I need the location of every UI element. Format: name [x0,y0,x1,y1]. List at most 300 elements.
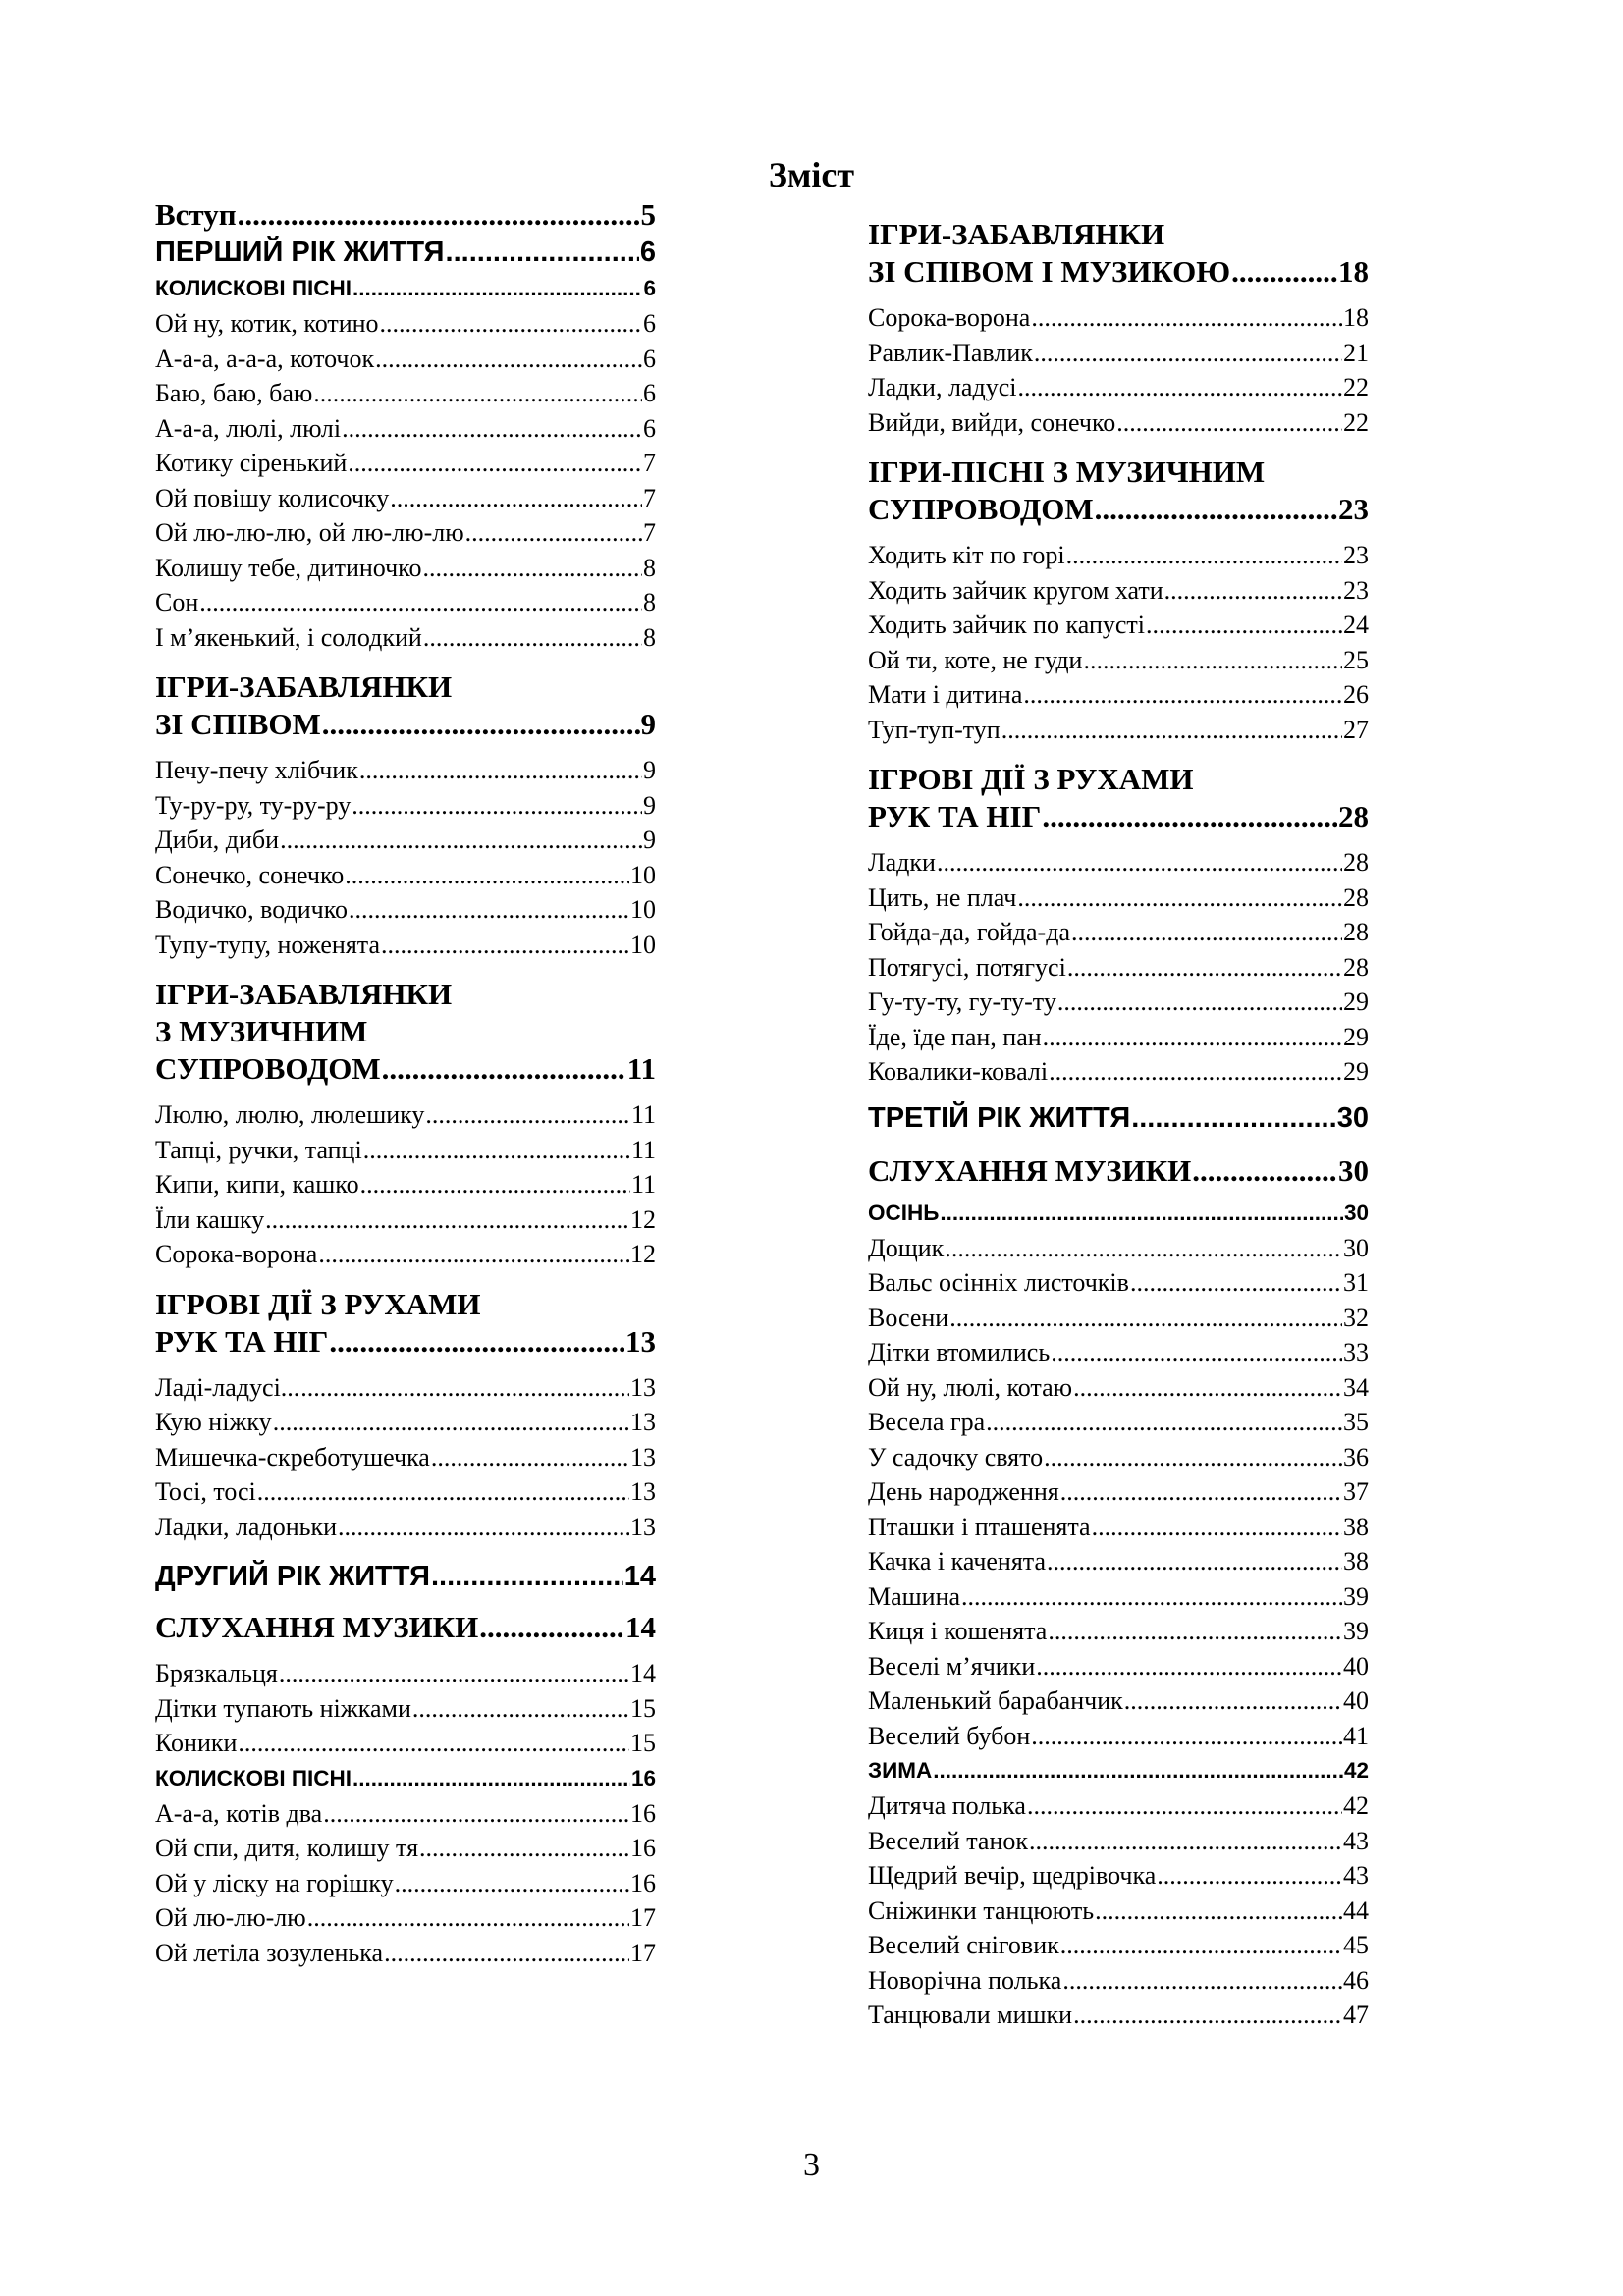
toc-entry-page-number: 26 [1343,680,1369,709]
toc-entry-page-number: 38 [1343,1512,1369,1541]
toc-entry-label: Водичко, водичко [155,895,349,924]
toc-entry[interactable] [155,1405,656,1440]
toc-entry-page-number: 13 [630,1408,656,1436]
toc-entry-page-number: 13 [630,1372,656,1402]
dot-leader [395,1866,629,1901]
dot-leader [384,1936,629,1971]
dot-leader [199,585,642,620]
toc-entry[interactable] [868,1649,1369,1684]
toc-entry[interactable] [155,551,656,586]
toc-left-column [155,196,656,1970]
toc-entry-row [868,1099,1369,1137]
toc-entry-label: ПЕРШИЙ РІК ЖИТТЯ [155,237,445,268]
toc-entry-label: Ой лю-лю-лю, ой лю-лю-лю [155,518,464,547]
toc-entry-row [155,411,656,447]
toc-entry-page-number: 38 [1343,1547,1369,1575]
toc-entry-page-number: 32 [1343,1303,1369,1332]
toc-entry-row [868,1998,1369,2033]
toc-entry-page-number: 29 [1343,988,1369,1016]
toc-entry[interactable] [868,1301,1369,1336]
toc-entry[interactable] [155,1900,656,1936]
toc-entry[interactable] [155,376,656,411]
dot-leader [1060,1928,1342,1963]
toc-entry-label: Ладки, ладусі [868,373,1017,401]
toc-entry-row [155,515,656,551]
toc-entry[interactable] [868,845,1369,881]
toc-entry-label: Веселий танок [868,1826,1028,1855]
toc-entry-page-number: 11 [630,1170,656,1199]
dot-leader [1044,1440,1342,1475]
toc-entry-label: Печу-печу хлібчик [155,756,358,784]
toc-entry-page-number: 6 [643,379,656,407]
toc-entry[interactable] [868,1963,1369,1999]
toc-entry-page-number: 37 [1343,1477,1369,1506]
toc-entry-label: Ходить зайчик по капусті [868,611,1145,639]
toc-entry[interactable] [868,643,1369,678]
toc-entry-label: РУК ТА НІГ [868,799,1042,833]
toc-entry-row [155,1936,656,1971]
toc-entry[interactable] [155,306,656,342]
dot-leader [375,342,642,377]
toc-entry-label: Сорока-ворона [868,303,1031,332]
toc-entry-row [155,1510,656,1545]
toc-entry-page-number: 23 [1338,492,1369,526]
toc-section-heading[interactable] [868,1152,1369,1190]
toc-entry-row [155,928,656,963]
toc-entry[interactable] [868,1928,1369,1963]
toc-entry-page-number: 27 [1343,715,1369,744]
dot-leader [431,1440,629,1475]
toc-entry-page-number: 30 [1343,1233,1369,1262]
toc-entry[interactable] [155,585,656,620]
toc-entry-page-number: 24 [1343,611,1369,639]
toc-heading-line: ІГРИ-ЗАБАВЛЯНКИ [868,217,1165,251]
toc-entry-label: Новорічна полька [868,1965,1062,1995]
toc-entry-label: А-а-а, а-а-а, коточок [155,344,375,373]
toc-entry-label: Весела гра [868,1408,986,1436]
toc-entry-page-number: 28 [1343,952,1369,982]
toc-heading-line: ІГРИ-ЗАБАВЛЯНКИ [155,977,453,1011]
toc-entry[interactable] [155,342,656,377]
toc-entry-page-number: 30 [1338,1152,1369,1188]
toc-entry[interactable] [868,1510,1369,1545]
toc-entry-row [155,823,656,858]
toc-entry[interactable] [155,1866,656,1901]
toc-entry-page-number: 14 [623,1561,656,1592]
dot-leader [1192,1152,1337,1190]
toc-entry-page-number: 41 [1343,1721,1369,1750]
toc-entry[interactable] [868,1370,1369,1406]
toc-entry-label: Їде, їде пан, пан [868,1022,1042,1051]
toc-entry[interactable] [155,1936,656,1971]
toc-entry-label: Гойда-да, гойда-да [868,918,1070,946]
toc-entry-page-number: 44 [1343,1896,1369,1925]
toc-entry-page-number: 23 [1343,575,1369,605]
toc-entry-row [868,1894,1369,1929]
toc-entry[interactable] [868,1335,1369,1370]
toc-entry[interactable] [155,1237,656,1272]
toc-entry-page-number: 16 [630,1765,656,1790]
toc-section-heading[interactable] [155,234,656,271]
dot-leader [381,928,629,963]
toc-entry[interactable] [868,573,1369,609]
toc-subsection[interactable] [155,1761,656,1796]
toc-entry[interactable] [868,713,1369,748]
toc-entry-page-number: 17 [630,1938,656,1967]
page-title: Зміст [768,155,855,194]
toc-entry[interactable] [155,1370,656,1406]
toc-entry-page-number: 6 [643,344,656,373]
dot-leader [1164,573,1342,609]
toc-entry[interactable] [868,538,1369,573]
dot-leader [1146,608,1342,643]
toc-entry-page-number: 28 [1343,848,1369,877]
toc-entry-page-number: 40 [1343,1686,1369,1715]
toc-entry[interactable] [155,892,656,928]
toc-entry[interactable] [155,928,656,963]
toc-entry-page-number: 29 [1343,1057,1369,1086]
dot-leader [382,1050,626,1088]
toc-entry-row [868,1544,1369,1579]
toc-entry-label: Ковалики-ковалі [868,1057,1049,1086]
toc-entry-page-number: 35 [1343,1408,1369,1436]
toc-entry-row [155,1440,656,1475]
toc-entry-row [868,845,1369,881]
dot-leader [352,1761,630,1796]
dot-leader [1042,798,1337,835]
dot-leader [1051,1335,1342,1370]
toc-entry[interactable] [868,370,1369,405]
dot-leader [1029,1824,1342,1859]
toc-entry[interactable] [868,1440,1369,1475]
toc-entry-page-number: 6 [643,309,656,338]
toc-subsection[interactable] [868,1753,1369,1789]
toc-entry-label: ТРЕТІЙ РІК ЖИТТЯ [868,1101,1131,1134]
toc-entry[interactable] [155,1831,656,1866]
toc-entry-row [155,1370,656,1406]
toc-entry-label: КОЛИСКОВІ ПІСНІ [155,1765,352,1790]
toc-entry-label: Ой ти, коте, не гуди [868,645,1083,674]
dot-leader [1231,253,1337,291]
toc-entry-row [155,481,656,516]
toc-entry[interactable] [868,881,1369,916]
toc-entry-label: Мати і дитина [868,680,1023,709]
toc-entry[interactable] [155,753,656,788]
toc-entry[interactable] [155,788,656,824]
toc-entry[interactable] [868,985,1369,1020]
dot-leader [940,1196,1343,1231]
toc-entry[interactable] [868,1858,1369,1894]
toc-entry-page-number: 15 [630,1693,656,1723]
dot-leader [1036,1649,1342,1684]
toc-entry[interactable] [155,823,656,858]
toc-entry-row [868,1858,1369,1894]
toc-entry-label: Дитяча полька [868,1791,1026,1820]
toc-entry[interactable] [868,1020,1369,1055]
toc-entry-label: Машина [868,1581,961,1611]
toc-entry[interactable] [155,1726,656,1761]
toc-entry-row [868,643,1369,678]
toc-entry-label: Сонечко, сонечко [155,860,345,889]
toc-entry-label: ОСІНЬ [868,1200,940,1225]
toc-entry-label: Киця і кошенята [868,1617,1048,1645]
toc-entry-row [155,1237,656,1272]
toc-entry-label: Качка і каченята [868,1547,1047,1575]
toc-entry-row [155,1866,656,1901]
toc-entry-row [155,551,656,586]
toc-entry[interactable] [155,1796,656,1832]
toc-entry-page-number: 21 [1343,338,1369,367]
toc-entry-label: Маленький барабанчик [868,1686,1123,1715]
toc-entry-row [155,1656,656,1691]
toc-entry[interactable] [155,1097,656,1133]
toc-entry-label: ДРУГИЙ РІК ЖИТТЯ [155,1561,430,1592]
toc-entry[interactable] [155,446,656,481]
toc-entry-page-number: 13 [625,1323,656,1359]
toc-entry-row [868,405,1369,441]
toc-entry[interactable] [155,1440,656,1475]
toc-entry-row [868,1020,1369,1055]
toc-entry-row [868,881,1369,916]
toc-entry[interactable] [155,620,656,656]
toc-entry-page-number: 13 [630,1512,656,1541]
toc-entry-label: Ой ну, люлі, котаю [868,1372,1073,1402]
toc-entry[interactable] [868,1405,1369,1440]
toc-entry[interactable] [868,1824,1369,1859]
dot-leader [937,845,1342,881]
toc-entry-label: Цить, не плач [868,882,1017,912]
dot-leader [423,551,643,586]
dot-leader [1083,643,1342,678]
toc-entry[interactable] [868,677,1369,713]
toc-entry-row [868,1510,1369,1545]
toc-heading-line: ІГРОВІ ДІЇ З РУХАМИ [155,1286,481,1321]
toc-entry-row [868,1789,1369,1824]
toc-section-heading[interactable] [155,1609,656,1646]
toc-entry-label: Ой летіла зозуленька [155,1938,384,1967]
toc-entry-page-number: 25 [1343,645,1369,674]
toc-section-heading[interactable] [155,196,656,234]
dot-leader [1073,1998,1342,2033]
toc-entry-label: Ой повішу колисочку [155,483,390,512]
dot-leader [390,481,642,516]
toc-entry-label: Ладі-ладусі... [155,1372,300,1402]
toc-entry-label: Сніжинки танцюють [868,1896,1095,1925]
toc-entry-label: Мишечка-скреботушечка [155,1442,430,1471]
toc-entry-page-number: 28 [1343,882,1369,912]
toc-entry[interactable] [868,950,1369,986]
toc-entry[interactable] [868,1544,1369,1579]
toc-entry[interactable] [868,1474,1369,1510]
dot-leader [1027,1789,1342,1824]
toc-entry[interactable] [155,1133,656,1168]
toc-entry-label: КОЛИСКОВІ ПІСНІ [155,276,352,300]
dot-leader [425,1097,630,1133]
toc-entry-label: Брязкальця [155,1659,278,1687]
toc-entry-label: Гу-ту-ту, гу-ту-ту [868,988,1056,1016]
toc-entry[interactable] [868,915,1369,950]
toc-section-heading[interactable] [155,976,656,1088]
dot-leader [949,1301,1342,1336]
toc-entry-page-number: 14 [630,1659,656,1687]
toc-entry-label: Ладки, ладоньки [155,1512,338,1541]
toc-entry[interactable] [155,481,656,516]
toc-entry-row [868,985,1369,1020]
toc-entry[interactable] [155,1167,656,1202]
dot-leader [1092,1510,1342,1545]
toc-entry-row [155,1558,656,1595]
toc-entry-row [868,1231,1369,1266]
toc-entry-label: Щедрий вечір, щедрівочка [868,1861,1157,1890]
toc-entry[interactable] [868,1614,1369,1649]
toc-entry[interactable] [868,1894,1369,1929]
toc-subsection[interactable] [155,271,656,306]
toc-entry[interactable] [155,1691,656,1727]
toc-entry-label: ЗИМА [868,1758,933,1783]
toc-entry-label: Дощик [868,1233,945,1262]
toc-entry-row [868,1614,1369,1649]
dot-leader [318,1237,629,1272]
dot-leader [1047,1544,1342,1579]
toc-section-heading[interactable] [155,668,656,743]
toc-entry-label: СЛУХАННЯ МУЗИКИ [868,1152,1192,1188]
toc-entry-label: А-а-а, котів два [155,1798,323,1828]
toc-entry[interactable] [868,1683,1369,1719]
toc-entry-row [868,1474,1369,1510]
toc-entry[interactable] [868,1998,1369,2033]
toc-entry-page-number: 36 [1343,1442,1369,1471]
toc-entry-label: СУПРОВОДОМ [868,492,1094,526]
dot-leader [363,1133,630,1168]
toc-entry-label: Вийди, вийди, сонечко [868,407,1116,437]
toc-heading-line: ІГРОВІ ДІЇ З РУХАМИ [868,762,1194,796]
toc-entry[interactable] [155,411,656,447]
dot-leader [1130,1265,1342,1301]
toc-entry-page-number: 28 [1343,918,1369,946]
toc-section-heading[interactable] [868,216,1369,291]
toc-entry-page-number: 40 [1343,1651,1369,1681]
toc-entry-page-number: 7 [643,449,656,477]
toc-entry[interactable] [868,1579,1369,1615]
toc-entry-label: Пташки і пташенята [868,1512,1091,1541]
toc-entry-row [868,573,1369,609]
toc-entry-page-number: 6 [643,413,656,443]
toc-entry-page-number: 23 [1343,541,1369,569]
toc-entry-label: РУК ТА НІГ [155,1323,329,1359]
toc-subsection[interactable] [868,1196,1369,1231]
toc-section-heading[interactable] [868,761,1369,835]
dot-leader [380,306,642,342]
toc-entry-label: І м’якенький, і солодкий [155,622,422,652]
toc-entry[interactable] [155,515,656,551]
dot-leader [1116,405,1342,441]
toc-entry-label: Веселий сніговик [868,1931,1059,1959]
toc-entry-row [868,538,1369,573]
toc-entry[interactable] [868,405,1369,441]
toc-entry-row [155,1050,656,1088]
toc-entry-row [868,1152,1369,1190]
toc-entry-row [868,1301,1369,1336]
dot-leader [1031,300,1342,336]
toc-entry-page-number: 11 [630,1135,656,1164]
toc-entry-page-number: 8 [643,622,656,652]
toc-entry-page-number: 9 [640,707,656,741]
dot-leader [1034,336,1342,371]
toc-entry[interactable] [868,1789,1369,1824]
toc-entry-label: Ой у ліску на горішку [155,1868,394,1897]
toc-heading-line: З МУЗИЧНИМ [155,1014,368,1048]
toc-entry-label: Равлик-Павлик [868,338,1033,367]
toc-entry-label: ЗІ СПІВОМ І МУЗИКОЮ [868,254,1231,289]
toc-heading-line: ІГРИ-ПІСНІ З МУЗИЧНИМ [868,454,1266,489]
toc-entry-label: Ой спи, дитя, колишу тя [155,1834,419,1862]
toc-entry-label: СЛУХАННЯ МУЗИКИ [155,1610,479,1644]
toc-entry-page-number: 6 [639,237,656,268]
toc-entry[interactable] [868,1054,1369,1090]
toc-entry-label: Ой ну, котик, котино [155,309,379,338]
dot-leader [280,823,642,858]
toc-entry-page-number: 18 [1338,254,1369,289]
toc-entry-row [868,1719,1369,1754]
toc-entry-row [868,370,1369,405]
toc-entry[interactable] [155,1510,656,1545]
toc-entry-row [868,1405,1369,1440]
toc-section-heading[interactable] [155,1286,656,1361]
toc-entry-label: Котику сіренький [155,449,348,477]
dot-leader [1071,915,1342,950]
toc-entry-page-number: 30 [1343,1200,1369,1225]
toc-entry-label: Танцювали мишки [868,2001,1073,2029]
toc-entry[interactable] [868,1231,1369,1266]
toc-entry[interactable] [868,1265,1369,1301]
toc-entry[interactable] [155,1656,656,1691]
toc-entry[interactable] [155,858,656,893]
dot-leader [1095,1894,1342,1929]
toc-entry-page-number: 15 [630,1729,656,1757]
dot-leader [1067,950,1342,986]
toc-entry[interactable] [155,1202,656,1238]
toc-entry-label: Восени [868,1303,949,1332]
toc-entry-page-number: 8 [643,588,656,616]
toc-entry-label: Сорока-ворона [155,1240,318,1268]
toc-section-heading[interactable] [868,454,1369,528]
toc-entry-page-number: 31 [1343,1268,1369,1297]
toc-entry-page-number: 14 [625,1610,656,1644]
toc-entry[interactable] [868,608,1369,643]
toc-entry[interactable] [868,336,1369,371]
toc-entry[interactable] [155,1474,656,1510]
toc-entry-row [868,950,1369,986]
toc-section-heading[interactable] [155,1558,656,1595]
toc-section-heading[interactable] [868,1099,1369,1137]
toc-entry-row [155,585,656,620]
dot-leader [986,1405,1342,1440]
dot-leader [1057,985,1342,1020]
toc-entry-page-number: 7 [643,483,656,512]
toc-entry-row [868,1196,1369,1231]
toc-entry[interactable] [868,300,1369,336]
toc-entry-row [155,706,656,743]
toc-entry-row [868,1265,1369,1301]
toc-entry-label: А-а-а, люлі, люлі [155,413,342,443]
toc-entry[interactable] [868,1719,1369,1754]
toc-entry-label: Сон [155,588,199,616]
toc-entry-row [155,196,656,234]
dot-leader [961,1579,1342,1615]
toc-entry-row [155,1474,656,1510]
toc-entry-row [868,713,1369,748]
toc-entry-row [155,892,656,928]
